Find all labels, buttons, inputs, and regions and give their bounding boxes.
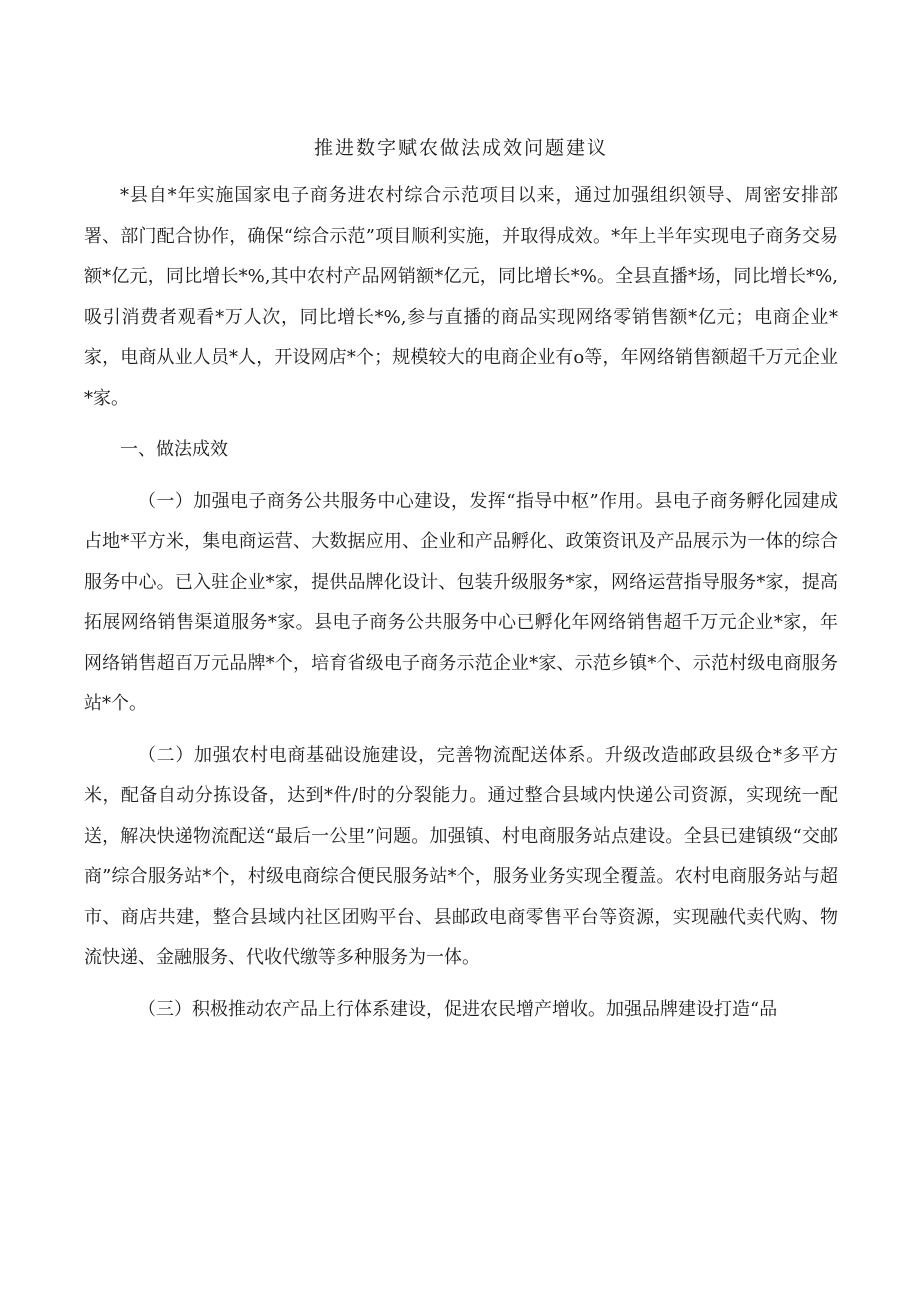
item-3-paragraph: （三）积极推动农产品上行体系建设，促进农民增产增收。加强品牌建设打造“品 xyxy=(138,998,778,1020)
section-heading-practices: 一、做法成效 xyxy=(120,439,228,460)
intro-paragraph: *县自*年实施国家电子商务进农村综合示范项目以来，通过加强组织领导、周密安排部署、部门配合协作，确保“综合示范”项目顺利实施，并取得成效。*年上半年实现电子商务交易额*亿元，同比增长*%,其中农村产品网销额*亿元，同比增长*%。全县直播*场，同比增长*%,吸引消费者观看*万人次，同比增长*%,参与直播的商品实现网络零销售额*亿元；电商企业*家，电商从业人员*人，开设网店*个；规模较大的电商企业有o等，年网络销售额超千万元企业*家。 xyxy=(84,185,838,409)
document-page xyxy=(84,130,838,1041)
item-1-paragraph: （一）加强电子商务公共服务中心建设，发挥“指导中枢”作用。县电子商务孵化园建成占地*平方米，集电商运营、大数据应用、企业和产品孵化、政策资讯及产品展示为一体的综合服务中心。已入驻企业*家，提供品牌化设计、包装升级服务*家，网络运营指导服务*家，提高拓展网络销售渠道服务*家。县电子商务公共服务中心已孵化年网络销售超千万元企业*家，年网络销售超百万元品牌*个，培育省级电子商务示范企业*家、示范乡镇*个、示范村级电商服务站*个。 xyxy=(84,490,838,714)
item-2-paragraph: （二）加强农村电商基础设施建设，完善物流配送体系。升级改造邮政县级仓*多平方米，配备自动分拣设备，达到*件/时的分裂能力。通过整合县域内快递公司资源，实现统一配送，解决快递物流配送“最后一公里”问题。加强镇、村电商服务站点建设。全县已建镇级“交邮商”综合服务站*个，村级电商综合便民服务站*个，服务业务实现全覆盖。农村电商服务站与超市、商店共建，整合县域内社区团购平台、县邮政电商零售平台等资源，实现融代卖代购、物流快递、金融服务、代收代缴等多种服务为一体。 xyxy=(84,744,838,968)
document-title: 推进数字赋农做法成效问题建议 xyxy=(313,137,608,159)
